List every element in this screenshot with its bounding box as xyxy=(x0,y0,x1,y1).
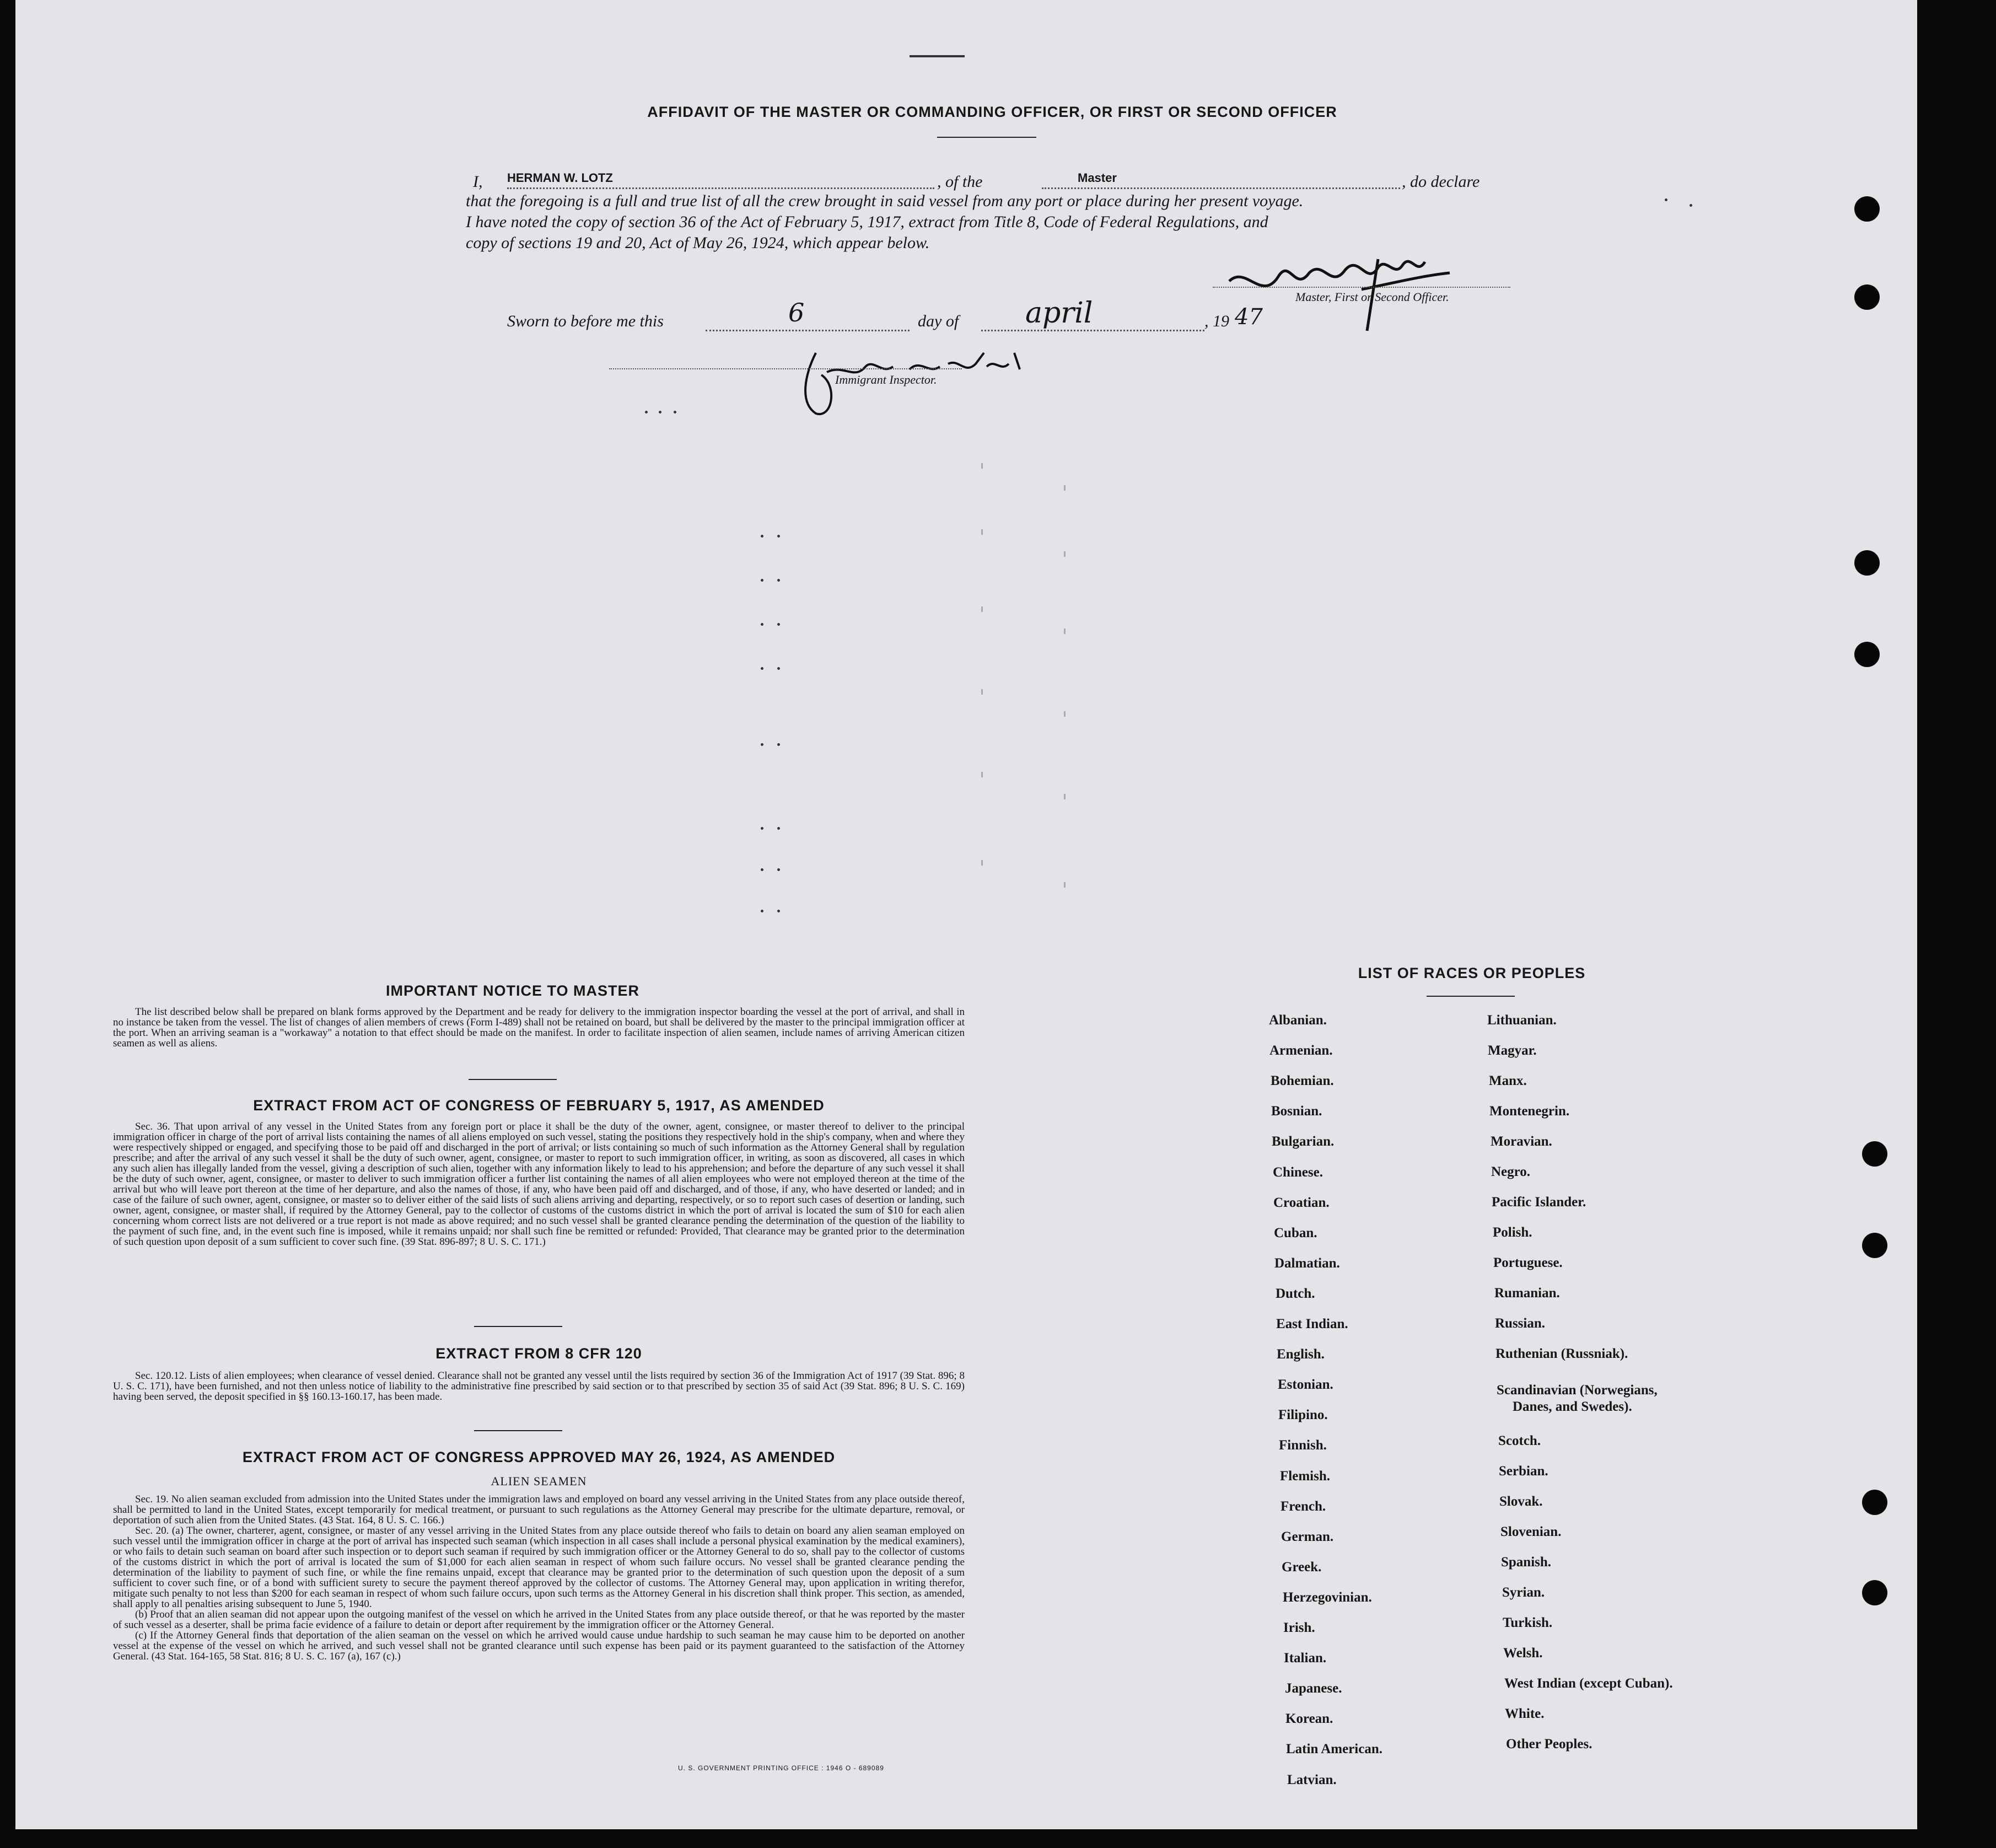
race-item: English. xyxy=(1277,1347,1325,1362)
race-item: Japanese. xyxy=(1285,1681,1342,1696)
declaration-line-3: I have noted the copy of section 36 of the Act of February 5, 1917, extract from Title 8, Code of Federal Regulations, and xyxy=(466,213,1268,231)
race-item: Bulgarian. xyxy=(1272,1134,1335,1149)
punch-hole xyxy=(1862,1490,1887,1515)
race-item: Russian. xyxy=(1495,1316,1546,1331)
races-title: LIST OF RACES OR PEOPLES xyxy=(1358,965,1586,981)
race-item: Albanian. xyxy=(1269,1013,1327,1028)
race-item: Turkish. xyxy=(1503,1615,1553,1630)
race-item: Polish. xyxy=(1493,1225,1532,1240)
of-the-text: , of the xyxy=(937,173,983,191)
race-item-scandinavian: Scandinavian (Norwegians, xyxy=(1497,1383,1658,1398)
inspector-caption: Immigrant Inspector. xyxy=(835,373,937,386)
extract-cfr-rule xyxy=(474,1430,562,1431)
sec-20c: (c) If the Attorney General finds that deportation of the alien seaman on the vessel on which he arrived would cause undue hardship to such seaman he may cause him to be deported on another vessel at the expense of the vessel on which he arrived, and such vessel shall not be granted clearance until such expense has been paid or its payment guaranteed to the satisfaction of the Attorney General. (43 Stat. 164-165, 58 Stat. 816; 8 U. S. C. 167 (a), 167 (c).) xyxy=(113,1630,965,1662)
day-line xyxy=(706,330,910,331)
race-item: Latvian. xyxy=(1287,1772,1337,1787)
race-item: Syrian. xyxy=(1502,1585,1545,1600)
race-item: Magyar. xyxy=(1488,1043,1537,1058)
race-item: Rumanian. xyxy=(1494,1286,1560,1301)
race-item: Bosnian. xyxy=(1271,1104,1322,1119)
punch-hole xyxy=(1854,284,1880,310)
race-item: Spanish. xyxy=(1501,1555,1552,1570)
race-item: Serbian. xyxy=(1499,1464,1548,1479)
race-item: Portuguese. xyxy=(1493,1255,1563,1270)
race-item: Welsh. xyxy=(1503,1646,1543,1661)
race-item: Montenegrin. xyxy=(1489,1104,1570,1119)
race-item: Other Peoples. xyxy=(1506,1737,1593,1752)
title-rule xyxy=(937,137,1036,138)
race-item: Dalmatian. xyxy=(1274,1255,1340,1271)
master-name: HERMAN W. LOTZ xyxy=(507,171,613,185)
sec-20a: Sec. 20. (a) The owner, charterer, agent, consignee, or master of any vessel arriving in the United States from any place outside thereof who fails to detain on board any alien seaman employed on such vessel until the immigration officer in charge at the port of arrival has inspected such seaman (which inspection in all cases shall include a personal physical examination by the medical examiners), or who fails to detain such seaman on board after such inspection or to deport such seaman if required by such immigration officer or the Attorney General to do so, shall pay to the collector of customs of the customs district in which the port of arrival is located the sum of $1,000 for each alien seaman in respect of whom such failure occurs. No vessel shall be granted clearance pending the determination of the liability to payment of such fine, or while the fine remains unpaid, except that clearance may be granted prior to the determination of such question upon the deposit of a sum sufficient to cover such fine, or of a bond with sufficient surety to secure the payment thereof approved by the collector of customs. The Attorney General may, upon application in writing therefor, mitigate such penalty to not less than $200 for each seaman in respect of whom such failure occurs, upon such terms as the Attorney General in his discretion shall think proper. This section, as amended, shall apply to all penalties arising subsequent to June 5, 1940. xyxy=(113,1525,965,1610)
notice-title: IMPORTANT NOTICE TO MASTER xyxy=(386,982,639,999)
extract-1917-title: EXTRACT FROM ACT OF CONGRESS OF FEBRUARY 5, 1917, AS AMENDED xyxy=(253,1097,825,1114)
races-rule xyxy=(1427,996,1515,997)
day-value: 6 xyxy=(788,298,805,327)
year-value: 47 xyxy=(1235,304,1263,330)
declaration-line-4: copy of sections 19 and 20, Act of May 26, 1924, which appear below. xyxy=(466,234,930,252)
race-item: East Indian. xyxy=(1276,1317,1348,1331)
race-item: Slovenian. xyxy=(1500,1524,1562,1539)
race-item: Herzegovinian. xyxy=(1283,1589,1372,1605)
race-item: Korean. xyxy=(1285,1711,1333,1727)
race-item-scandinavian: Danes, and Swedes). xyxy=(1513,1399,1632,1414)
race-item: Negro. xyxy=(1491,1164,1531,1179)
race-item: Ruthenian (Russniak). xyxy=(1495,1346,1628,1361)
race-item: Manx. xyxy=(1489,1073,1527,1088)
affidavit-title: AFFIDAVIT OF THE MASTER OR COMMANDING OFFICER, OR FIRST OR SECOND OFFICER xyxy=(647,104,1337,120)
notice-rule xyxy=(469,1079,557,1080)
race-item: Finnish. xyxy=(1279,1438,1327,1453)
race-item: Bohemian. xyxy=(1271,1073,1334,1089)
race-item: Slovak. xyxy=(1499,1494,1543,1509)
year-prefix: , 19 xyxy=(1204,312,1229,330)
signature-line xyxy=(1213,287,1510,288)
punch-hole xyxy=(1862,1141,1887,1167)
inspector-line xyxy=(609,368,962,369)
race-item: Greek. xyxy=(1282,1559,1322,1575)
sworn-label: Sworn to before me this xyxy=(507,312,664,330)
month-line xyxy=(981,330,1204,331)
race-item: Flemish. xyxy=(1280,1468,1330,1484)
race-item: Dutch. xyxy=(1276,1286,1315,1301)
do-declare-text: , do declare xyxy=(1402,173,1480,191)
top-mark xyxy=(910,55,965,57)
name-line xyxy=(507,187,934,189)
race-item: Irish. xyxy=(1283,1620,1315,1635)
extract-1917-rule xyxy=(474,1326,562,1327)
race-item: Croatian. xyxy=(1273,1195,1330,1210)
extract-1924-title: EXTRACT FROM ACT OF CONGRESS APPROVED MAY 26, 1924, AS AMENDED xyxy=(242,1449,836,1465)
affidavit-i: I, xyxy=(473,173,483,191)
rank-line xyxy=(1042,187,1400,189)
punch-hole xyxy=(1854,642,1880,667)
declaration-line-2: that the foregoing is a full and true list of all the crew brought in said vessel from any port or place during her present voyage. xyxy=(466,192,1304,210)
signer-caption: Master, First or Second Officer. xyxy=(1295,290,1449,304)
punch-hole xyxy=(1862,1233,1887,1258)
race-item: West Indian (except Cuban). xyxy=(1504,1676,1673,1691)
sec-20b: (b) Proof that an alien seaman did not appear upon the outgoing manifest of the vessel on which he arrived in the United States from any place outside thereof, or that he was reported by the master of such vessel as a deserter, shall be prima facie evidence of a failure to detain or deport after requirement by the immigration officer or the Attorney General. xyxy=(113,1609,965,1631)
race-item: Lithuanian. xyxy=(1487,1013,1557,1028)
race-item: Scotch. xyxy=(1498,1433,1541,1448)
race-item: White. xyxy=(1505,1706,1545,1721)
race-item: Filipino. xyxy=(1278,1408,1328,1423)
race-item: Chinese. xyxy=(1273,1164,1323,1180)
extract-1924-body xyxy=(113,1494,965,1662)
race-item: French. xyxy=(1281,1498,1326,1514)
printer-imprint: U. S. GOVERNMENT PRINTING OFFICE : 1946 O - 689089 xyxy=(678,1764,884,1772)
race-item: Latin American. xyxy=(1286,1742,1382,1757)
master-rank: Master xyxy=(1078,171,1117,185)
sec-19: Sec. 19. No alien seaman excluded from admission into the United States under the immigration laws and employed on board any vessel arriving in the United States from any place outside thereof, shall be permitted to land in the United States, except temporarily for medical treatment, or pursuant to such regulations as the Attorney General may prescribe for the ultimate departure, removal, or deportation of such alien from the United States. (43 Stat. 164, 8 U. S. C. 166.) xyxy=(113,1494,965,1526)
race-item: Pacific Islander. xyxy=(1492,1195,1586,1210)
race-item: Cuban. xyxy=(1274,1225,1317,1240)
month-value: april xyxy=(1025,297,1093,330)
extract-1924-subtitle: ALIEN SEAMEN xyxy=(491,1474,587,1488)
race-item: Estonian. xyxy=(1278,1377,1333,1393)
race-item: Armenian. xyxy=(1269,1043,1333,1059)
race-item: German. xyxy=(1281,1529,1334,1544)
race-item: Moravian. xyxy=(1491,1134,1552,1149)
punch-hole xyxy=(1854,196,1880,222)
extract-1917-body: Sec. 36. That upon arrival of any vessel in the United States from any foreign port or place it shall be the duty of the owner, agent, consignee, or master thereof to deliver to the principal immigration officer in charge of the port of arrival lists containing the names of all aliens employed on such vessel, stating the positions they respectively hold in the ship's company, when and where they were respectively shipped or engaged, and specifying those to be paid off and discharged in the port of arrival; or lists containing so much of such information as the Attorney General shall by regulation prescribe; and after the arrival of any such vessel it shall be the duty of such owner, agent, consignee, or master to report to such immigration officer, in writing, as soon as discovered, all cases in which any such alien has illegally landed from the vessel, giving a description of such alien, together with any information likely to lead to his apprehension; and before the departure of any such vessel it shall be the duty of such owner, agent, consignee, or master to deliver to such immigration officer a further list containing the names of all alien employees who were not employed thereon at the time of the arrival but who will leave port thereon at the time of her departure, and also the names of those, if any, who have been paid off and discharged, and of those, if any, who have deserted or landed; and in case of the failure of such owner, agent, consignee, or master so to deliver either of the said lists of such aliens arriving and departing, respectively, or so to report such cases of desertion or landing, such owner, agent, consignee, or master shall, if required by the Attorney General, pay to the collector of customs of the customs district in which the port of arrival is located the sum of $10 for each alien concerning whom correct lists are not delivered or a true report is not made as above required; and no such vessel shall be granted clearance pending the determination of the question of the liability to the payment of such fine, and, in the event such fine is imposed, while it remains unpaid; nor shall such fine be remitted or refunded: Provided, That clearance may be granted prior to the determination of such question upon deposit of a sum sufficient to cover such fine. (39 Stat. 896-897; 8 U. S. C. 171.) xyxy=(113,1121,965,1248)
day-of-text: day of xyxy=(918,312,959,330)
punch-hole xyxy=(1862,1580,1887,1605)
punch-hole xyxy=(1854,550,1880,576)
notice-body: The list described below shall be prepared on blank forms approved by the Department and be ready for delivery to the immigration inspector boarding the vessel at the port of arrival, and shall in no instance be taken from the vessel. The list of changes of alien members of crews (Form I-489) shall not be retained on board, but shall be delivered by the master to the principal immigration officer at the port. When an arriving seaman is a "workaway" a notation to that effect should be made on the manifest. In order to facilitate inspection of alien seamen, include names of arriving American citizen seamen as well as aliens. xyxy=(113,1006,965,1049)
extract-cfr-title: EXTRACT FROM 8 CFR 120 xyxy=(435,1345,642,1362)
extract-cfr-body: Sec. 120.12. Lists of alien employees; when clearance of vessel denied. Clearance shall not be granted any vessel until the lists required by section 36 of the Immigration Act of 1917 (39 Stat. 896; 8 U. S. C. 171), have been furnished, and not then unless notice of liability to the administrative fine prescribed by said section or to that prescribed by section 35 of said Act (39 Stat. 896; 8 U. S. C. 169) having been served, the deposit specified in §§ 160.13-160.17, has been made. xyxy=(113,1370,965,1403)
race-item: Italian. xyxy=(1284,1651,1327,1666)
